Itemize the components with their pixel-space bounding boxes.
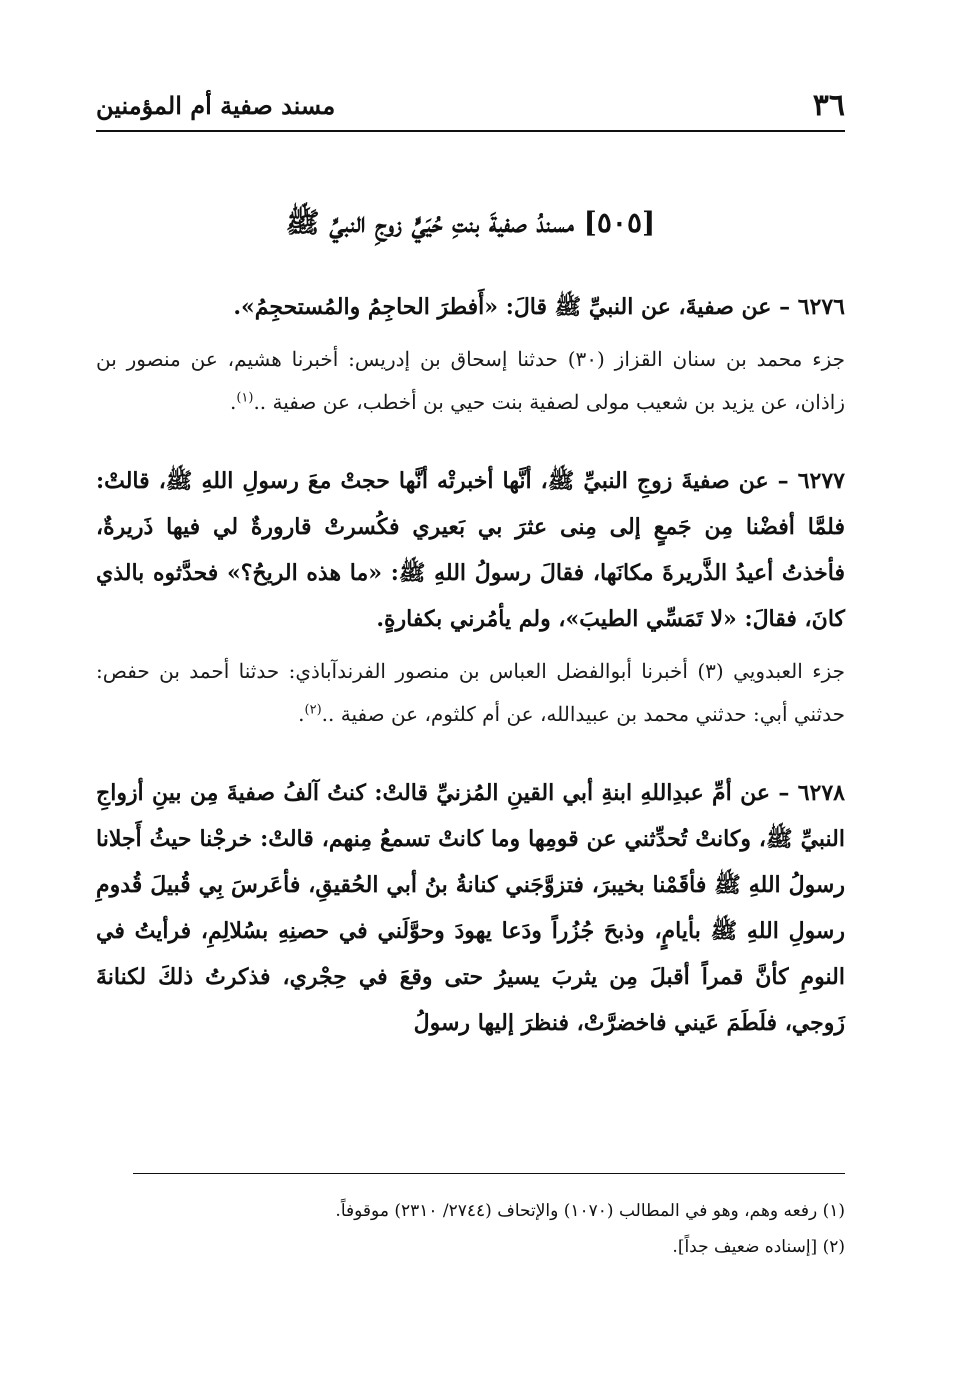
header-rule — [96, 130, 845, 132]
source-6276: جزء محمد بن سنان القزاز (٣٠) حدثنا إسحاق بن إدريس: أخبرنا هشيم، عن منصور بن زاذان، عن يزيد بن شعيب مولى لصفية بنت حيي بن أخطب، عن صفية ..$^{(١)}$. — [96, 347, 845, 414]
footnote-ref-1[interactable]: (١) — [236, 390, 254, 406]
source-6277: جزء العبدويي (٣) أخبرنا أبوالفضل العباس بن منصور الفرندآباذي: حدثنا أحمد بن حفص: حدثني أبي: حدثني محمد بن عبيدالله، عن أم كلثوم، عن صفية ..$^{(٢)}$. — [96, 659, 846, 726]
hadith-6276: ٦٢٧٦ – عن صفيةَ، عن النبيِّ ﷺ قالَ: «أَفطرَ الحاجِمُ والمُستحجِمُ». — [233, 294, 845, 320]
page-number: ٣٦ — [812, 88, 845, 123]
footnote-rule — [133, 1173, 845, 1174]
source-text: جزء محمد بن سنان القزاز (٣٠) حدثنا إسحاق بن إدريس: أخبرنا هشيم، عن منصور بن زاذان، عن يزيد بن شعيب مولى لصفية بنت حيي بن أخطب، عن صفية .. — [96, 347, 845, 414]
footnote-2: (٢) [إسناده ضعيف جداً]. — [672, 1237, 845, 1257]
source-text: جزء العبدويي (٣) أخبرنا أبوالفضل العباس بن منصور الفرندآباذي: حدثنا أحمد بن حفص: حدثني أبي: حدثني محمد بن عبيدالله، عن أم كلثوم، عن صفية .. — [96, 659, 846, 726]
hadith-6278: ٦٢٧٨ – عن أمِّ عبدِاللهِ ابنةِ أبي القينِ المُزنيِّ قالتْ: كنتُ آلفُ صفيةَ مِن بينِ أزواجِ النبيِّ ﷺ، وكانتْ تُحدِّثني عن قومِها وما كانتْ تسمعُ مِنهم، قالتْ: خرجْنا حيثُ أَجلانا رسولُ اللهِ ﷺ فأقَمْنا بخيبرَ، فتزوَّجَني كنانةُ بنُ أبي الحُقيقِ، فأعَرسَ بِي قُبيلَ قُدومِ رسولِ اللهِ ﷺ بأيامٍ، وذبحَ جُزُراً ودَعا يهودَ وحوَّلَني في حصنِهِ بسُلالِمِ، فرأيتُ في النومِ كأنَّ قمراً أقبلَ مِن يثربَ يسيرُ حتى وقعَ في حِجْري، فذكرتُ ذلكَ لكنانةَ زَوجي، فلَطَمَ عَيني فاخضرَّتْ، فنظرَ إليها رسولُ — [96, 780, 845, 1036]
footnote-1: (١) رفعه وهم، وهو في المطالب (١٠٧٠) والإتحاف (٢٧٤٤/ ٢٣١٠) موقوفاً. — [335, 1201, 845, 1221]
running-title: مسند صفية أم المؤمنين — [96, 91, 336, 120]
hadith-6277: ٦٢٧٧ – عن صفيةَ زوجِ النبيِّ ﷺ، أنَّها أخبرتْه أنَّها حجتْ معَ رسولِ اللهِ ﷺ، قالتْ: فلمَّا أفضْنا مِن جَمعٍ إلى مِنى عثرَ بي بَعيري فكُسرتْ قارورةٌ لي فيها ذَريرةٌ، فأخذتُ أعيدُ الذَّريرةَ مكانَها، فقالَ رسولُ اللهِ ﷺ: «ما هذه الريحُ؟» فحدَّثوه بالذي كانَ، فقالَ: «لا تَمَسِّي الطيبَ»، ولم يأمُرني بكفارةٍ. — [96, 468, 845, 632]
main-text — [96, 284, 845, 1046]
running-header — [96, 86, 845, 126]
chapter-title: [٥٠٥] مسندُ صفيةَ بنتِ حُيَيٍّ زوجِ النبيِّ ﷺ — [285, 206, 656, 239]
footnote-ref-2[interactable]: (٢) — [304, 702, 322, 718]
footnotes — [96, 1193, 845, 1265]
